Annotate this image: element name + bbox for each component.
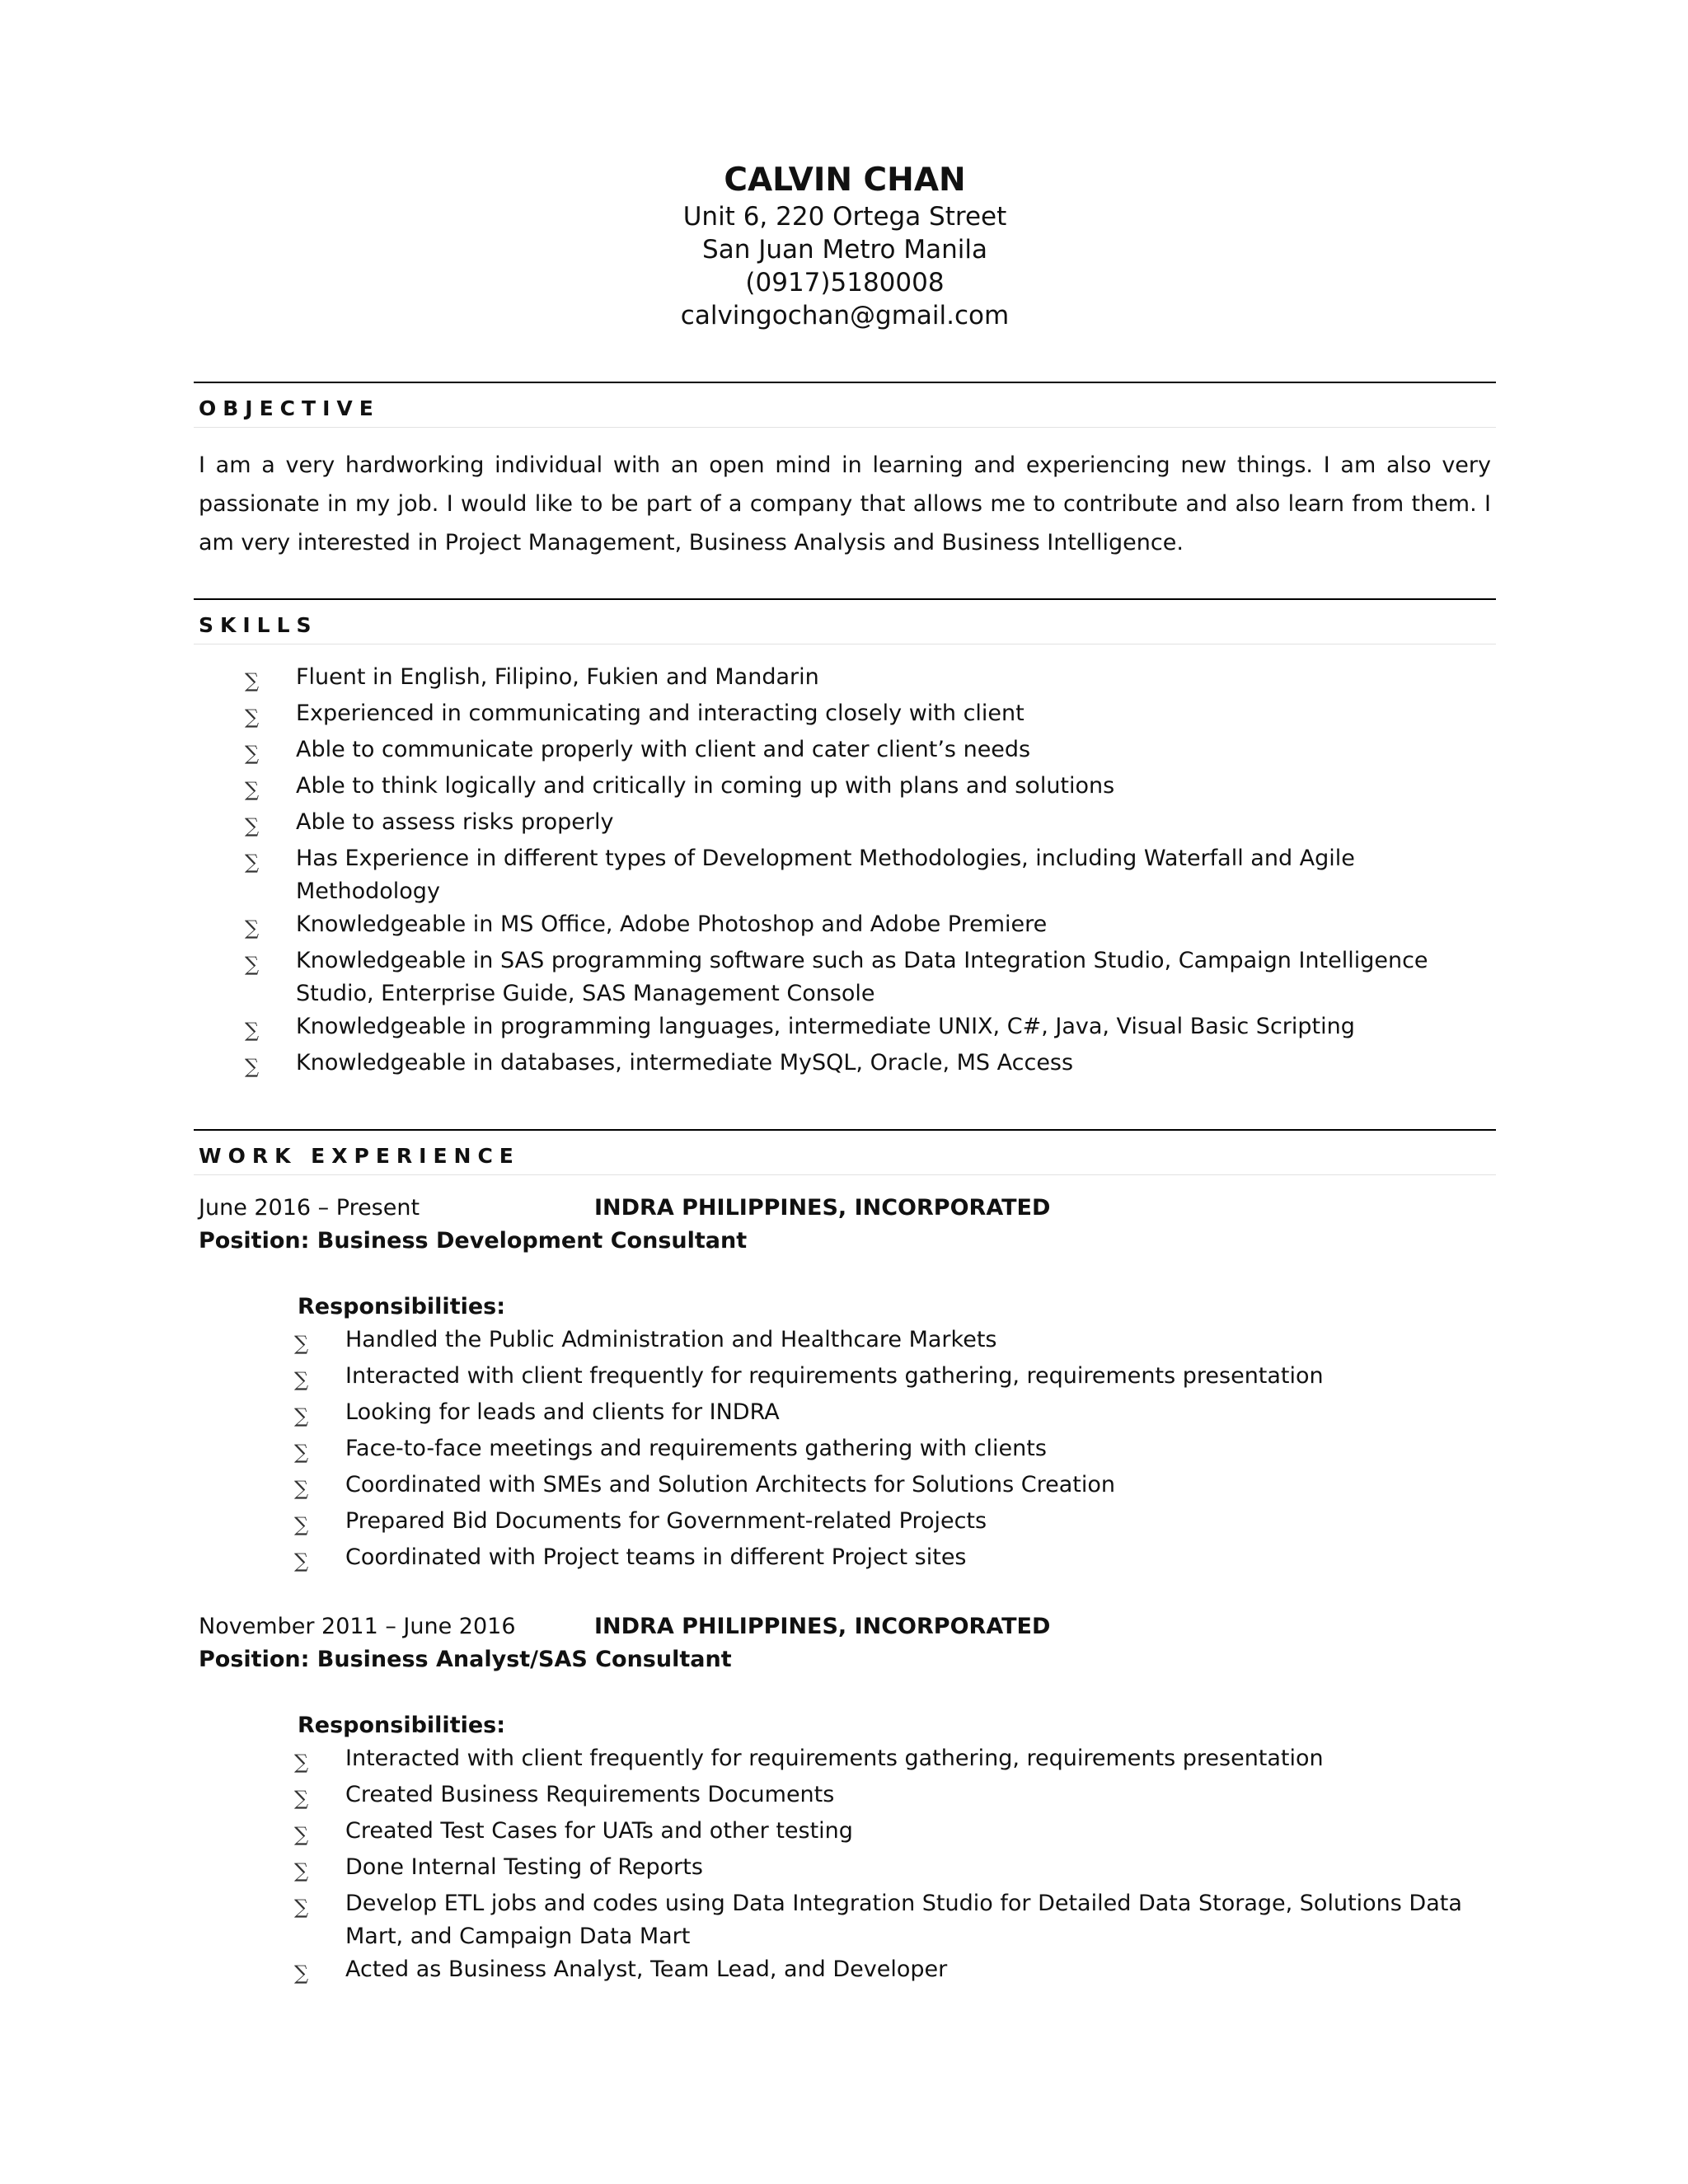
list-item	[294, 1742, 1496, 1779]
skills-section	[194, 598, 1496, 1083]
sigma-bullet-icon: ∑	[294, 1859, 309, 1882]
sigma-bullet-icon: ∑	[294, 1750, 309, 1774]
responsibility-text: Created Test Cases for UATs and other testing	[345, 1818, 853, 1844]
list-item	[245, 1010, 1496, 1047]
sigma-bullet-icon: ∑	[245, 1019, 260, 1042]
job-header-row	[194, 1192, 1496, 1225]
responsibility-text: Created Business Requirements Documents	[345, 1782, 835, 1807]
list-item	[294, 1396, 1496, 1432]
list-item	[294, 1324, 1496, 1360]
list-item	[245, 806, 1496, 842]
skills-heading: SKILLS	[199, 613, 318, 637]
skill-text: Experienced in communicating and interacting closely with client	[296, 701, 1025, 726]
job-company: INDRA PHILIPPINES, INCORPORATED	[594, 1614, 1051, 1639]
list-item	[294, 1953, 1496, 1990]
objective-section	[194, 382, 1496, 562]
list-item	[294, 1779, 1496, 1815]
skill-text: Able to communicate properly with client and cater client’s needs	[296, 737, 1031, 762]
sigma-bullet-icon: ∑	[294, 1404, 309, 1427]
sigma-bullet-icon: ∑	[294, 1332, 309, 1355]
responsibility-text: Develop ETL jobs and codes using Data Integration Studio for Detailed Data Storage, Solutions Data Mart, and Campaign Data Mart	[345, 1891, 1462, 1949]
sigma-bullet-icon: ∑	[294, 1549, 309, 1572]
sigma-bullet-icon: ∑	[245, 705, 260, 729]
sigma-bullet-icon: ∑	[245, 778, 260, 801]
phone-number: (0917)5180008	[745, 268, 945, 298]
responsibility-text: Interacted with client frequently for requirements gathering, requirements presentation	[345, 1746, 1324, 1771]
list-item	[245, 1047, 1496, 1083]
sigma-bullet-icon: ∑	[245, 1055, 260, 1078]
work-experience-section	[194, 1129, 1496, 1990]
list-item	[245, 842, 1496, 908]
job-company: INDRA PHILIPPINES, INCORPORATED	[594, 1195, 1051, 1221]
list-item	[245, 944, 1496, 1010]
responsibilities-list	[194, 1324, 1496, 1577]
section-underline	[194, 1174, 1496, 1175]
list-item	[294, 1815, 1496, 1851]
sigma-bullet-icon: ∑	[245, 669, 260, 692]
job-entry	[194, 1610, 1496, 1990]
sigma-bullet-icon: ∑	[294, 1477, 309, 1500]
sigma-bullet-icon: ∑	[294, 1896, 309, 1919]
list-item	[245, 661, 1496, 697]
responsibility-text: Interacted with client frequently for requirements gathering, requirements presentation	[345, 1363, 1324, 1389]
responsibility-text: Coordinated with Project teams in different Project sites	[345, 1544, 967, 1570]
sigma-bullet-icon: ∑	[294, 1787, 309, 1810]
responsibility-text: Prepared Bid Documents for Government-related Projects	[345, 1508, 987, 1534]
job-entry	[194, 1192, 1496, 1577]
list-item	[294, 1541, 1496, 1577]
skill-text: Knowledgeable in databases, intermediate MySQL, Oracle, MS Access	[296, 1050, 1074, 1076]
candidate-name: CALVIN CHAN	[724, 162, 966, 199]
address-line-2: San Juan Metro Manila	[702, 235, 987, 265]
responsibility-text: Face-to-face meetings and requirements gathering with clients	[345, 1436, 1047, 1461]
skill-text: Able to assess risks properly	[296, 809, 614, 835]
job-date-range: November 2011 – June 2016	[199, 1614, 516, 1639]
list-item	[294, 1469, 1496, 1505]
skill-text: Able to think logically and critically in coming up with plans and solutions	[296, 773, 1115, 799]
sigma-bullet-icon: ∑	[245, 742, 260, 765]
responsibilities-label: Responsibilities:	[298, 1294, 506, 1319]
skills-list	[194, 644, 1496, 1083]
responsibility-text: Coordinated with SMEs and Solution Architects for Solutions Creation	[345, 1472, 1115, 1497]
sigma-bullet-icon: ∑	[245, 814, 260, 837]
responsibilities-label: Responsibilities:	[298, 1713, 506, 1738]
list-item	[294, 1851, 1496, 1887]
job-position: Position: Business Development Consultant	[199, 1228, 748, 1254]
list-item	[245, 908, 1496, 944]
sigma-bullet-icon: ∑	[294, 1441, 309, 1464]
list-item	[294, 1887, 1496, 1953]
responsibility-text: Done Internal Testing of Reports	[345, 1854, 703, 1880]
list-item	[294, 1432, 1496, 1469]
resume-header	[194, 161, 1496, 332]
objective-heading: OBJECTIVE	[199, 396, 380, 420]
resume-page	[194, 161, 1496, 1990]
list-item	[245, 770, 1496, 806]
email-address: calvingochan@gmail.com	[680, 301, 1010, 330]
skill-text: Knowledgeable in programming languages, intermediate UNIX, C#, Java, Visual Basic Scripting	[296, 1014, 1355, 1039]
responsibility-text: Acted as Business Analyst, Team Lead, and Developer	[345, 1957, 948, 1982]
job-date-range: June 2016 – Present	[199, 1195, 420, 1221]
responsibilities-list	[194, 1742, 1496, 1990]
sigma-bullet-icon: ∑	[245, 851, 260, 874]
sigma-bullet-icon: ∑	[245, 916, 260, 940]
sigma-bullet-icon: ∑	[294, 1961, 309, 1985]
sigma-bullet-icon: ∑	[294, 1513, 309, 1536]
sigma-bullet-icon: ∑	[245, 953, 260, 976]
objective-text: I am a very hardworking individual with an open mind in learning and experiencing new things. I am also very passionate in my job. I would like to be part of a company that allows me to contribute and also learn from them. I am very interested in Project Management, Business Analysis and Business Intelligence.	[199, 452, 1491, 555]
sigma-bullet-icon: ∑	[294, 1368, 309, 1391]
responsibility-text: Looking for leads and clients for INDRA	[345, 1399, 780, 1425]
address-line-1: Unit 6, 220 Ortega Street	[682, 202, 1007, 232]
skill-text: Knowledgeable in MS Office, Adobe Photoshop and Adobe Premiere	[296, 912, 1048, 937]
skill-text: Has Experience in different types of Development Methodologies, including Waterfall and Agile Methodology	[296, 846, 1355, 904]
job-position: Position: Business Analyst/SAS Consultant	[199, 1647, 732, 1672]
list-item	[294, 1505, 1496, 1541]
responsibility-text: Handled the Public Administration and Healthcare Markets	[345, 1327, 997, 1352]
list-item	[245, 733, 1496, 770]
list-item	[294, 1360, 1496, 1396]
skill-text: Knowledgeable in SAS programming software such as Data Integration Studio, Campaign Intelligence Studio, Enterprise Guide, SAS Management Console	[296, 948, 1428, 1006]
list-item	[245, 697, 1496, 733]
skill-text: Fluent in English, Filipino, Fukien and Mandarin	[296, 664, 819, 690]
job-header-row	[194, 1610, 1496, 1643]
work-experience-heading: WORK EXPERIENCE	[199, 1144, 520, 1168]
sigma-bullet-icon: ∑	[294, 1823, 309, 1846]
